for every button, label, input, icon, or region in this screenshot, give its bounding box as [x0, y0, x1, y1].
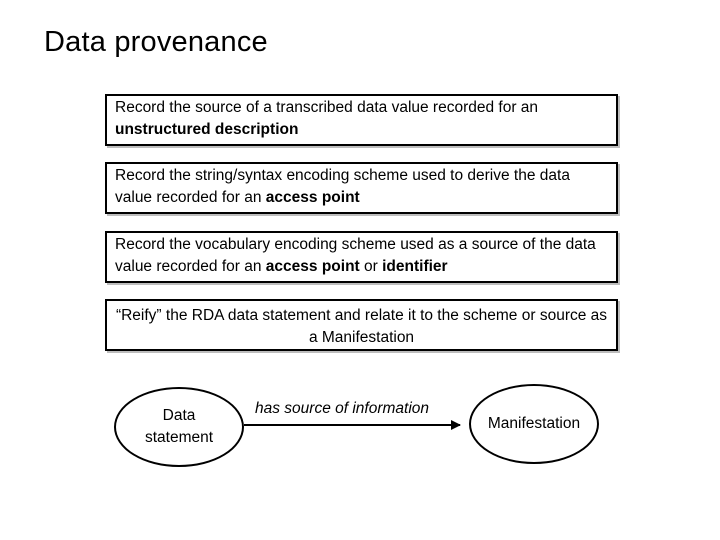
provenance-box-syntax-scheme [105, 162, 618, 214]
box-text: Record the vocabulary encoding scheme used as a source of the data value recorded for an [115, 236, 596, 275]
box-bold-term: identifier [382, 258, 448, 275]
data-statement-node [114, 387, 244, 467]
box-bold-term: access point [265, 189, 360, 206]
box-text: “Reify” the RDA data statement and relate it to the scheme or source as a Manifestation [115, 307, 608, 346]
box-bold-term: access point [265, 258, 360, 275]
box-text: Record the source of a transcribed data value recorded for an [115, 99, 539, 116]
slide-title: Data provenance [44, 26, 268, 58]
provenance-box-reify [105, 299, 618, 351]
edge-label: has source of information [255, 400, 430, 417]
provenance-box-source [105, 94, 618, 146]
node-label: Manifestation [487, 415, 581, 432]
manifestation-node [469, 384, 599, 464]
provenance-box-vocabulary-scheme [105, 231, 618, 283]
box-bold-term: unstructured description [115, 121, 299, 138]
box-text-joiner: or [359, 258, 383, 275]
box-text: Record the string/syntax encoding scheme used to derive the data value recorded for an [115, 167, 570, 206]
node-label: Data statement [144, 407, 214, 446]
